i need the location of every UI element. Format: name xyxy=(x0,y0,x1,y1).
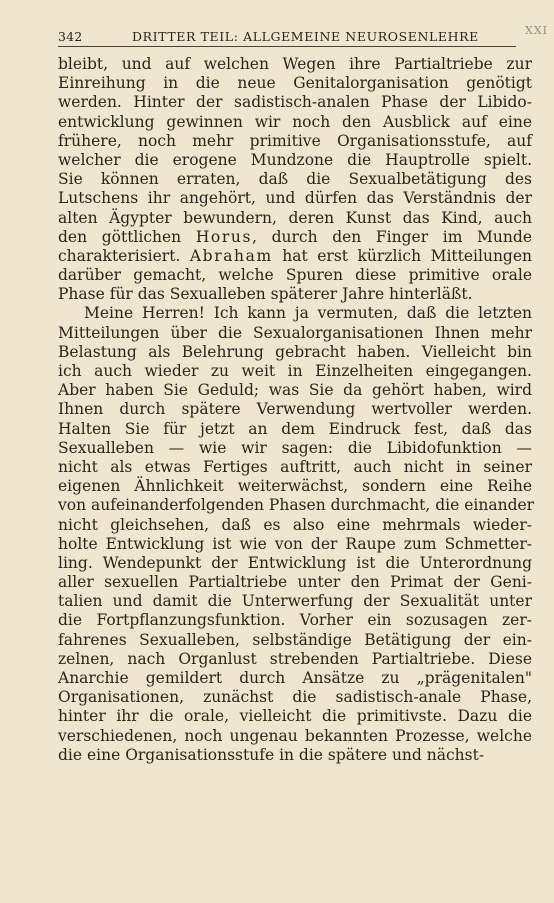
text-line: frühere, noch mehr primitive Organisationsstufe, auf xyxy=(58,131,532,150)
text-line: ich auch wieder zu weit in Einzelheiten eingegangen. xyxy=(58,362,532,380)
text-line: verschiedenen, noch ungenau bekannten Prozesse, welche xyxy=(58,726,532,745)
text-line: fahrenes Sexualleben, selbständige Betätigung der ein- xyxy=(58,630,532,649)
text-line: ling. Wendepunkt der Entwicklung ist die Unterordnung xyxy=(58,553,532,572)
text-fragment: , durch den Finger im Munde xyxy=(252,227,532,246)
text-line: Halten Sie für jetzt an dem Eindruck fest, daß das xyxy=(58,419,532,438)
text-line: bleibt, und auf welchen Wegen ihre Partialtriebe zur xyxy=(58,55,532,73)
margin-marker: XXI xyxy=(524,24,548,37)
text-line: alten Ägypter bewundern, deren Kunst das Kind, auch xyxy=(58,208,532,227)
text-line: Meine Herren! Ich kann ja vermuten, daß die letzten xyxy=(84,304,532,323)
text-fragment: charakterisiert. xyxy=(58,246,190,265)
text-line: darüber gemacht, welche Spuren diese primitive orale xyxy=(58,266,532,285)
text-line: Einreihung in die neue Genitalorganisation genötigt xyxy=(58,74,532,93)
text-line: eigenen Ähnlichkeit weiterwächst, sondern eine Reihe xyxy=(58,477,532,496)
text-line: nicht gleichsehen, daß es also eine mehrmals wieder- xyxy=(58,515,532,534)
text-line: Anarchie gemildert durch Ansätze zu „prägenitalen" xyxy=(58,669,532,687)
text-line: entwicklung gewinnen wir noch den Ausblick auf eine xyxy=(58,112,532,131)
page-number: 342 xyxy=(58,29,83,44)
text-line: aller sexuellen Partialtriebe unter den Primat der Geni- xyxy=(58,573,532,592)
text-line: Sexualleben — wie wir sagen: die Libidofunktion — xyxy=(58,438,532,457)
text-fragment: den göttlichen xyxy=(58,227,196,246)
text-line: Ihnen durch spätere Verwendung wertvoller werden. xyxy=(58,400,532,419)
body-text xyxy=(58,55,535,765)
text-line: holte Entwicklung ist wie von der Raupe zum Schmetter- xyxy=(58,534,532,553)
text-line: Mitteilungen über die Sexualorganisationen Ihnen mehr xyxy=(58,323,532,342)
text-line: zelnen, nach Organlust strebenden Partialtriebe. Diese xyxy=(58,649,532,668)
text-line: Belastung als Belehrung gebracht haben. Vielleicht bin xyxy=(58,342,532,361)
text-line: welcher die erogene Mundzone die Hauptrolle spielt. xyxy=(58,150,532,169)
text-line: Sie können erraten, daß die Sexualbetätigung des xyxy=(58,170,532,189)
text-line: werden. Hinter der sadistisch-analen Phase der Libido- xyxy=(58,93,532,112)
spaced-name: Horus xyxy=(195,227,253,246)
text-line: Aber haben Sie Geduld; was Sie da gehört haben, wird xyxy=(58,381,532,400)
header-rule xyxy=(58,46,516,47)
text-line: nicht als etwas Fertiges auftritt, auch nicht in seiner xyxy=(58,457,532,476)
text-line: Organisationen, zunächst die sadistisch-anale Phase, xyxy=(58,688,532,707)
text-line: Lutschens ihr angehört, und dürfen das Verständnis der xyxy=(58,189,532,208)
text-line: die Fortpflanzungsfunktion. Vorher ein sozusagen zer- xyxy=(58,611,532,630)
spaced-name: Abraham xyxy=(189,246,273,265)
text-fragment: hat erst kürzlich Mitteilungen xyxy=(272,246,533,265)
text-line: von aufeinanderfolgenden Phasen durchmacht, die einander xyxy=(58,496,535,515)
text-line: Phase für das Sexualleben späterer Jahre hinterläßt. xyxy=(58,285,473,304)
text-line: talien und damit die Unterwerfung der Sexualität unter xyxy=(58,592,532,611)
text-line: die eine Organisationsstufe in die spätere und nächst- xyxy=(58,745,485,764)
running-head: DRITTER TEIL: ALLGEMEINE NEUROSENLEHRE xyxy=(132,29,479,44)
text-line xyxy=(58,228,532,247)
text-line: hinter ihr die orale, vielleicht die primitivste. Dazu die xyxy=(58,707,532,726)
text-line xyxy=(58,247,532,266)
